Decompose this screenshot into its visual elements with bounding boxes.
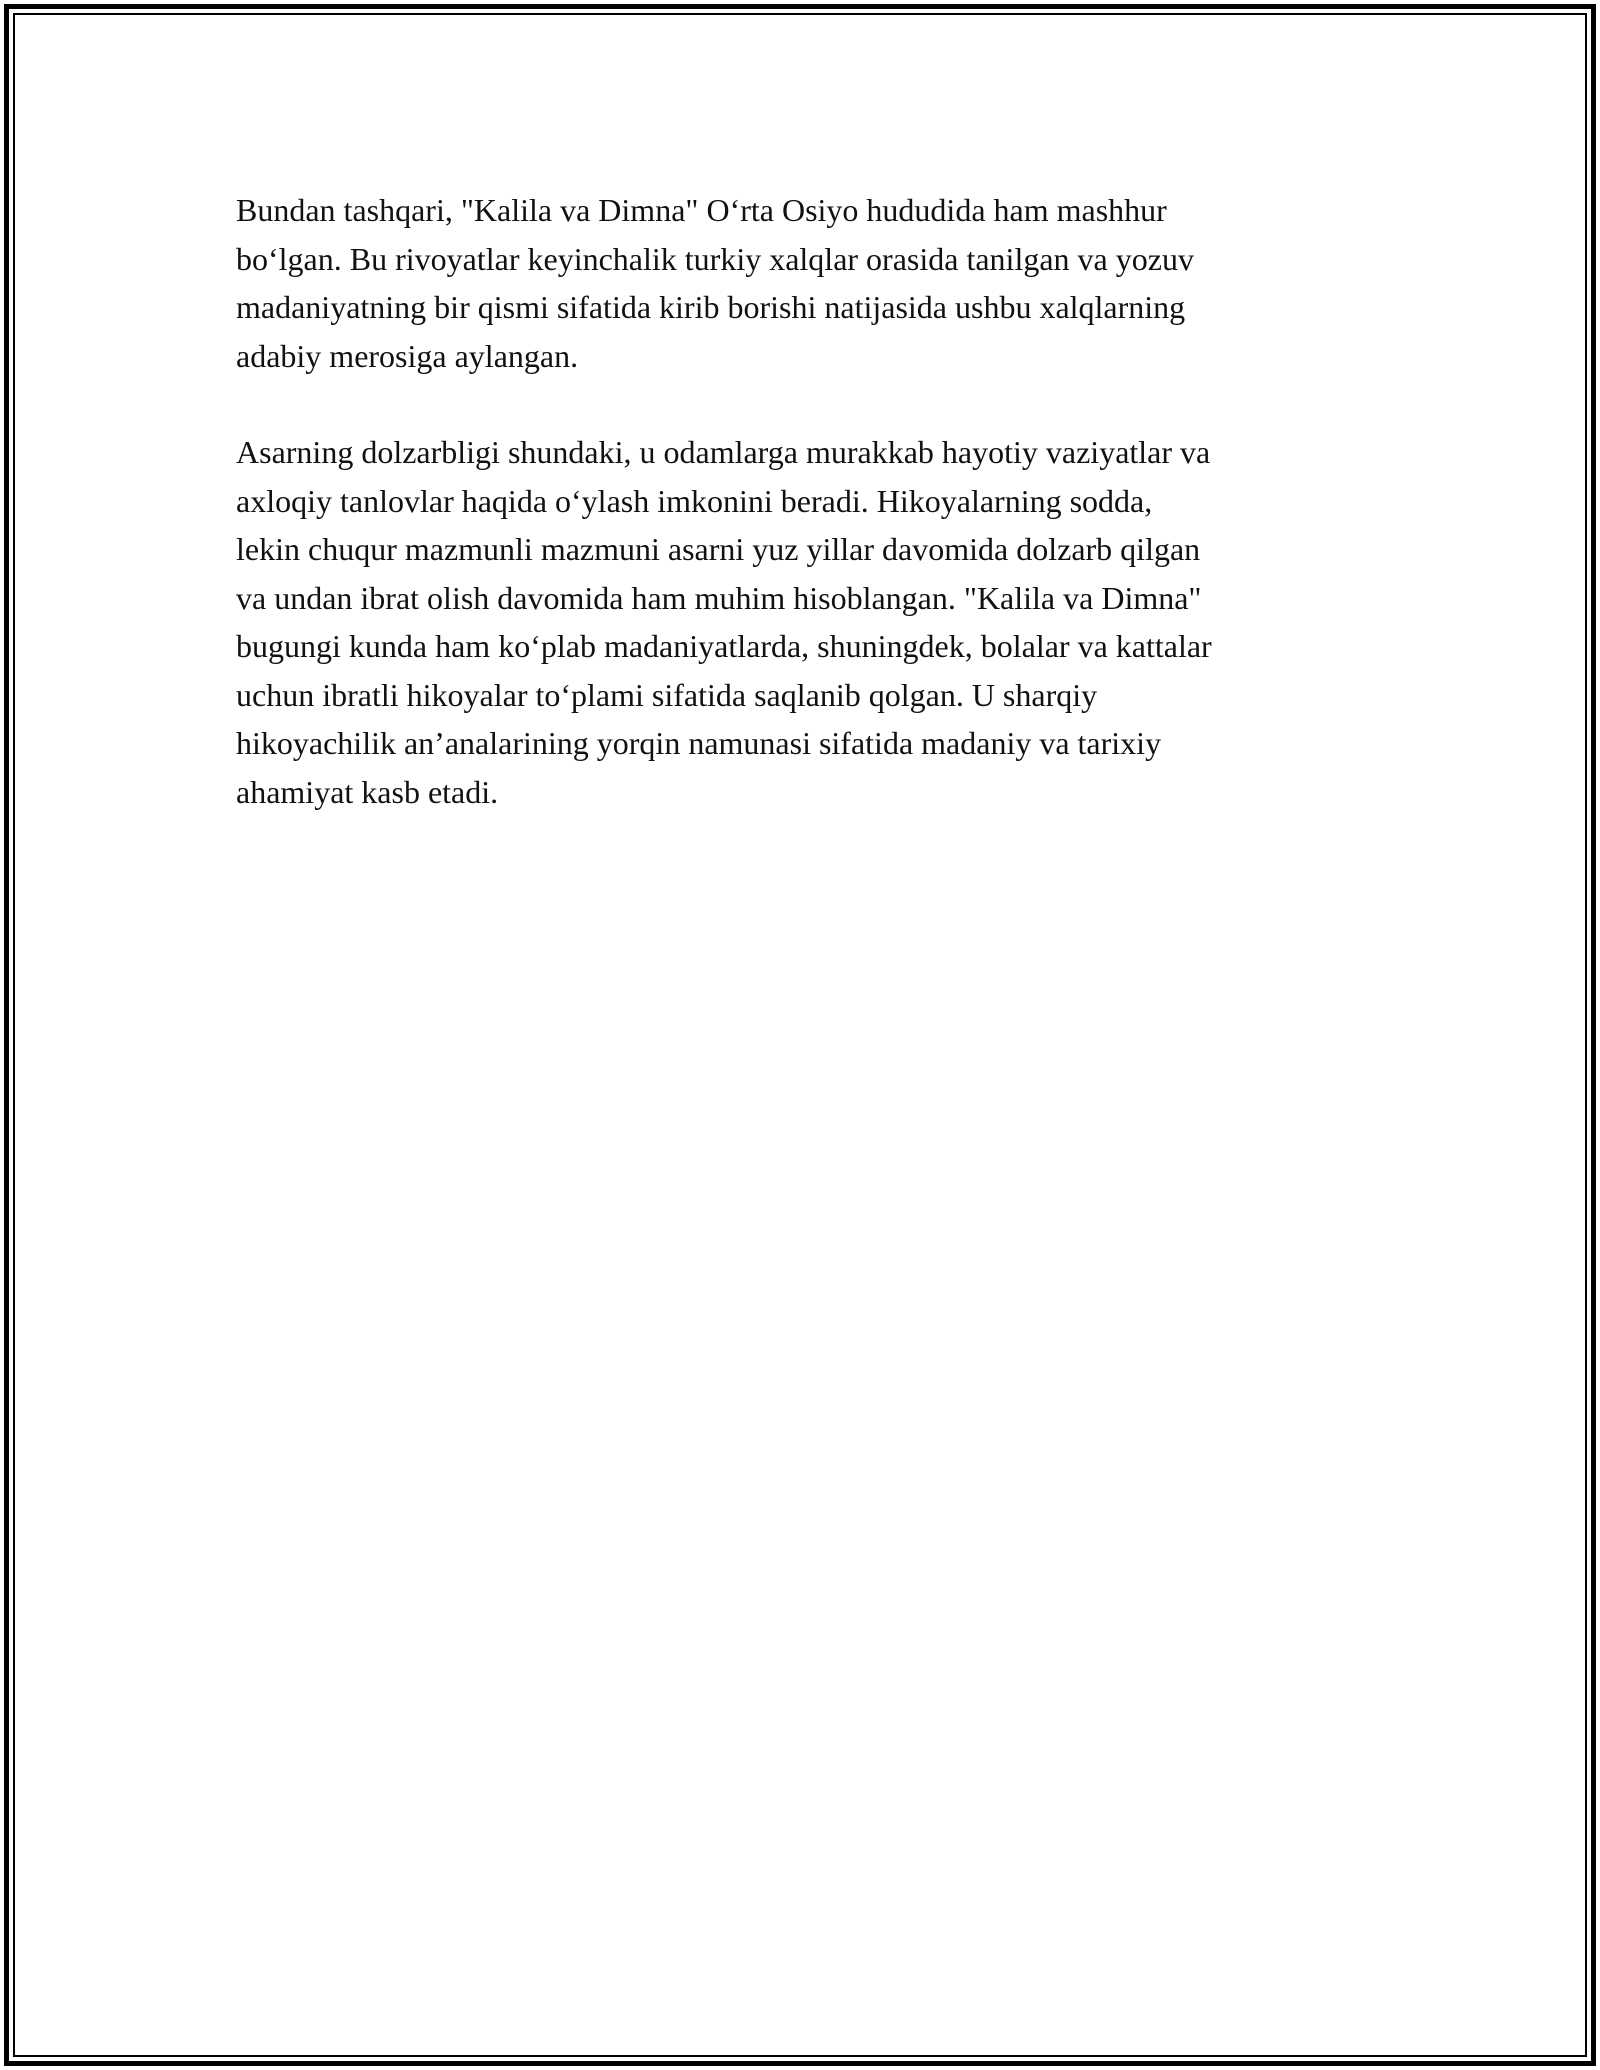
document-body — [236, 186, 1366, 864]
text-line: Bundan tashqari, "Kalila va Dimna" O‘rta Osiyo hududida ham mashhur — [236, 192, 1167, 228]
text-line: madaniyatning bir qismi sifatida kirib borishi natijasida ushbu xalqlarning — [236, 289, 1186, 325]
text-line: ahamiyat kasb etadi. — [236, 773, 499, 810]
text-line: adabiy merosiga aylangan. — [236, 337, 579, 374]
text-line: hikoyachilik an’analarining yorqin namunasi sifatida madaniy va tarixiy — [236, 725, 1162, 761]
text-line: va undan ibrat olish davomida ham muhim hisoblangan. "Kalila va Dimna" — [236, 579, 1202, 616]
paragraph-2 — [236, 428, 1366, 816]
text-line: bugungi kunda ham ko‘plab madaniyatlarda, shuningdek, bolalar va kattalar — [236, 628, 1212, 664]
text-line: uchun ibratli hikoyalar to‘plami sifatida saqlanib qolgan. U sharqiy — [236, 676, 1098, 713]
text-line: axloqiy tanlovlar haqida o‘ylash imkonini beradi. Hikoyalarning sodda, — [236, 482, 1153, 519]
paragraph-1 — [236, 186, 1366, 380]
text-line: lekin chuqur mazmunli mazmuni asarni yuz yillar davomida dolzarb qilgan — [236, 531, 1201, 567]
text-line: bo‘lgan. Bu rivoyatlar keyinchalik turkiy xalqlar orasida tanilgan va yozuv — [236, 240, 1194, 277]
text-line: Asarning dolzarbligi shundaki, u odamlarga murakkab hayotiy vaziyatlar va — [236, 434, 1211, 470]
